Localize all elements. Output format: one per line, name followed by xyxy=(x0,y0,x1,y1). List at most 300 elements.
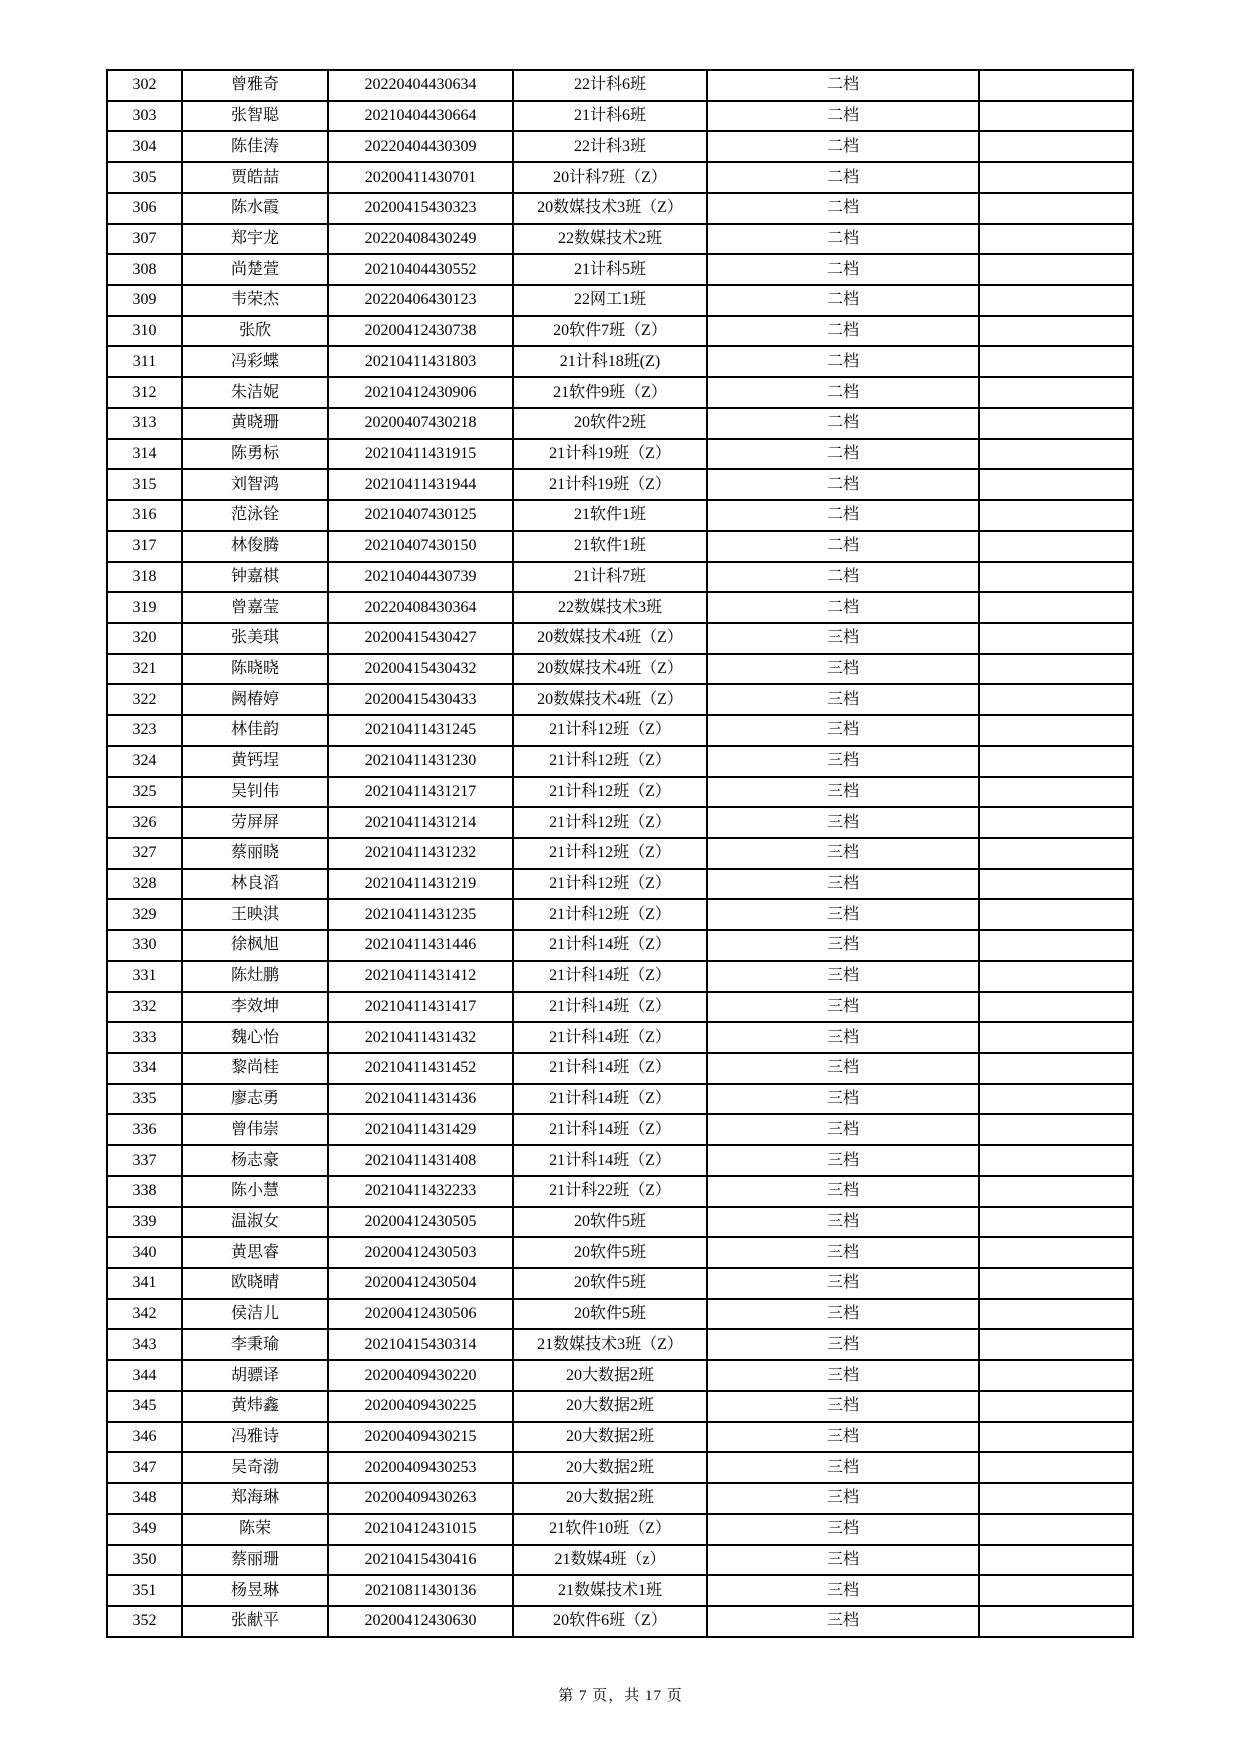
cell-note-empty xyxy=(979,131,1133,162)
table-row xyxy=(107,1176,1133,1207)
cell-student-id: 20200415430433 xyxy=(328,684,513,715)
cell-tier: 三档 xyxy=(707,1483,979,1514)
cell-student-name: 陈勇标 xyxy=(182,439,328,470)
cell-class-name: 21计科18班(Z) xyxy=(513,346,707,377)
cell-row-number: 318 xyxy=(107,562,182,593)
cell-student-name: 欧晓晴 xyxy=(182,1268,328,1299)
cell-tier: 三档 xyxy=(707,1022,979,1053)
cell-row-number: 317 xyxy=(107,531,182,562)
cell-row-number: 306 xyxy=(107,193,182,224)
table-row xyxy=(107,101,1133,132)
cell-student-name: 朱洁妮 xyxy=(182,377,328,408)
cell-student-id: 20210411431803 xyxy=(328,346,513,377)
cell-note-empty xyxy=(979,930,1133,961)
table-row xyxy=(107,439,1133,470)
cell-row-number: 345 xyxy=(107,1391,182,1422)
table-row xyxy=(107,1268,1133,1299)
cell-student-name: 曾伟崇 xyxy=(182,1114,328,1145)
cell-row-number: 346 xyxy=(107,1422,182,1453)
table-row xyxy=(107,193,1133,224)
cell-tier: 三档 xyxy=(707,684,979,715)
cell-student-id: 20200409430220 xyxy=(328,1360,513,1391)
cell-student-id: 20210411431915 xyxy=(328,439,513,470)
cell-row-number: 350 xyxy=(107,1545,182,1576)
cell-tier: 二档 xyxy=(707,131,979,162)
cell-student-name: 贾皓喆 xyxy=(182,162,328,193)
cell-class-name: 21软件1班 xyxy=(513,531,707,562)
cell-note-empty xyxy=(979,1176,1133,1207)
cell-tier: 三档 xyxy=(707,961,979,992)
cell-student-name: 陈佳涛 xyxy=(182,131,328,162)
cell-student-id: 20220406430123 xyxy=(328,285,513,316)
cell-class-name: 20软件5班 xyxy=(513,1207,707,1238)
cell-row-number: 335 xyxy=(107,1084,182,1115)
cell-row-number: 352 xyxy=(107,1606,182,1637)
table-row xyxy=(107,1237,1133,1268)
cell-row-number: 339 xyxy=(107,1207,182,1238)
cell-row-number: 330 xyxy=(107,930,182,961)
cell-tier: 二档 xyxy=(707,500,979,531)
cell-note-empty xyxy=(979,1606,1133,1637)
cell-student-name: 黄炜鑫 xyxy=(182,1391,328,1422)
cell-tier: 二档 xyxy=(707,224,979,255)
cell-row-number: 343 xyxy=(107,1329,182,1360)
cell-note-empty xyxy=(979,562,1133,593)
cell-student-id: 20210407430150 xyxy=(328,531,513,562)
cell-class-name: 21计科19班（Z） xyxy=(513,469,707,500)
cell-class-name: 22数媒技术2班 xyxy=(513,224,707,255)
cell-class-name: 21计科12班（Z） xyxy=(513,715,707,746)
table-row xyxy=(107,1514,1133,1545)
table-row xyxy=(107,684,1133,715)
cell-class-name: 21数媒技术1班 xyxy=(513,1575,707,1606)
cell-student-name: 吴钊伟 xyxy=(182,777,328,808)
table-row xyxy=(107,1022,1133,1053)
table-row xyxy=(107,254,1133,285)
cell-student-name: 林良滔 xyxy=(182,869,328,900)
cell-student-id: 20210412431015 xyxy=(328,1514,513,1545)
cell-class-name: 20软件5班 xyxy=(513,1237,707,1268)
cell-row-number: 305 xyxy=(107,162,182,193)
cell-note-empty xyxy=(979,1114,1133,1145)
table-row xyxy=(107,346,1133,377)
cell-class-name: 21计科22班（Z） xyxy=(513,1176,707,1207)
cell-student-id: 20210411431230 xyxy=(328,746,513,777)
cell-student-name: 曾嘉莹 xyxy=(182,592,328,623)
cell-student-name: 冯雅诗 xyxy=(182,1422,328,1453)
table-row xyxy=(107,1084,1133,1115)
table-row xyxy=(107,777,1133,808)
cell-student-name: 魏心怡 xyxy=(182,1022,328,1053)
table-row xyxy=(107,1299,1133,1330)
cell-note-empty xyxy=(979,1545,1133,1576)
cell-student-name: 侯洁儿 xyxy=(182,1299,328,1330)
cell-note-empty xyxy=(979,285,1133,316)
cell-note-empty xyxy=(979,899,1133,930)
cell-student-name: 温淑女 xyxy=(182,1207,328,1238)
cell-tier: 三档 xyxy=(707,1360,979,1391)
cell-student-id: 20200415430323 xyxy=(328,193,513,224)
table-row xyxy=(107,70,1133,101)
table-row xyxy=(107,1053,1133,1084)
cell-note-empty xyxy=(979,1391,1133,1422)
table-row xyxy=(107,746,1133,777)
cell-tier: 三档 xyxy=(707,1145,979,1176)
cell-class-name: 21计科5班 xyxy=(513,254,707,285)
cell-row-number: 338 xyxy=(107,1176,182,1207)
cell-student-id: 20200412430504 xyxy=(328,1268,513,1299)
cell-row-number: 342 xyxy=(107,1299,182,1330)
cell-class-name: 20软件5班 xyxy=(513,1268,707,1299)
cell-class-name: 20数媒技术4班（Z） xyxy=(513,654,707,685)
cell-note-empty xyxy=(979,1207,1133,1238)
cell-tier: 三档 xyxy=(707,1452,979,1483)
cell-note-empty xyxy=(979,1329,1133,1360)
page-number-footer: 第 7 页，共 17 页 xyxy=(558,1688,683,1704)
cell-tier: 二档 xyxy=(707,531,979,562)
cell-student-id: 20210411431235 xyxy=(328,899,513,930)
cell-note-empty xyxy=(979,346,1133,377)
cell-student-id: 20220404430634 xyxy=(328,70,513,101)
cell-student-id: 20210415430314 xyxy=(328,1329,513,1360)
cell-student-name: 劳屏屏 xyxy=(182,807,328,838)
cell-row-number: 309 xyxy=(107,285,182,316)
cell-tier: 三档 xyxy=(707,1545,979,1576)
cell-student-name: 曾雅奇 xyxy=(182,70,328,101)
cell-tier: 二档 xyxy=(707,162,979,193)
cell-student-id: 20210411431412 xyxy=(328,961,513,992)
cell-note-empty xyxy=(979,869,1133,900)
table-row xyxy=(107,1452,1133,1483)
cell-note-empty xyxy=(979,1483,1133,1514)
table-row xyxy=(107,838,1133,869)
cell-tier: 三档 xyxy=(707,1053,979,1084)
cell-note-empty xyxy=(979,777,1133,808)
cell-note-empty xyxy=(979,408,1133,439)
cell-row-number: 316 xyxy=(107,500,182,531)
cell-tier: 三档 xyxy=(707,1514,979,1545)
cell-row-number: 336 xyxy=(107,1114,182,1145)
cell-row-number: 304 xyxy=(107,131,182,162)
cell-student-id: 20210411431436 xyxy=(328,1084,513,1115)
cell-tier: 二档 xyxy=(707,101,979,132)
cell-note-empty xyxy=(979,193,1133,224)
cell-student-name: 杨志豪 xyxy=(182,1145,328,1176)
cell-student-name: 李秉瑜 xyxy=(182,1329,328,1360)
cell-note-empty xyxy=(979,224,1133,255)
cell-student-name: 张欣 xyxy=(182,316,328,347)
cell-note-empty xyxy=(979,1237,1133,1268)
cell-note-empty xyxy=(979,500,1133,531)
cell-row-number: 324 xyxy=(107,746,182,777)
cell-row-number: 326 xyxy=(107,807,182,838)
cell-class-name: 20大数据2班 xyxy=(513,1391,707,1422)
cell-class-name: 20软件7班（Z） xyxy=(513,316,707,347)
cell-class-name: 21数媒4班（z） xyxy=(513,1545,707,1576)
cell-tier: 二档 xyxy=(707,285,979,316)
cell-student-name: 黄思睿 xyxy=(182,1237,328,1268)
cell-row-number: 325 xyxy=(107,777,182,808)
cell-note-empty xyxy=(979,1084,1133,1115)
cell-class-name: 22计科3班 xyxy=(513,131,707,162)
cell-student-name: 林佳韵 xyxy=(182,715,328,746)
cell-tier: 二档 xyxy=(707,592,979,623)
cell-row-number: 311 xyxy=(107,346,182,377)
cell-student-name: 钟嘉棋 xyxy=(182,562,328,593)
cell-tier: 三档 xyxy=(707,1391,979,1422)
cell-student-name: 张美琪 xyxy=(182,623,328,654)
cell-row-number: 331 xyxy=(107,961,182,992)
cell-tier: 三档 xyxy=(707,1207,979,1238)
cell-note-empty xyxy=(979,992,1133,1023)
cell-student-id: 20210411431417 xyxy=(328,992,513,1023)
cell-class-name: 21计科12班（Z） xyxy=(513,838,707,869)
student-roster-table xyxy=(106,69,1134,1638)
cell-note-empty xyxy=(979,1268,1133,1299)
cell-row-number: 328 xyxy=(107,869,182,900)
cell-class-name: 21计科14班（Z） xyxy=(513,1114,707,1145)
cell-note-empty xyxy=(979,1452,1133,1483)
cell-tier: 三档 xyxy=(707,1329,979,1360)
cell-tier: 三档 xyxy=(707,1114,979,1145)
cell-row-number: 344 xyxy=(107,1360,182,1391)
cell-class-name: 21计科19班（Z） xyxy=(513,439,707,470)
cell-note-empty xyxy=(979,1299,1133,1330)
cell-student-name: 阙椿婷 xyxy=(182,684,328,715)
cell-student-name: 陈荣 xyxy=(182,1514,328,1545)
cell-class-name: 20数媒技术4班（Z） xyxy=(513,623,707,654)
cell-class-name: 22数媒技术3班 xyxy=(513,592,707,623)
cell-note-empty xyxy=(979,254,1133,285)
cell-class-name: 20数媒技术4班（Z） xyxy=(513,684,707,715)
cell-student-id: 20210411431232 xyxy=(328,838,513,869)
cell-student-id: 20200412430738 xyxy=(328,316,513,347)
cell-tier: 二档 xyxy=(707,316,979,347)
cell-student-id: 20210411431944 xyxy=(328,469,513,500)
cell-note-empty xyxy=(979,807,1133,838)
cell-student-name: 徐枫旭 xyxy=(182,930,328,961)
cell-class-name: 20大数据2班 xyxy=(513,1360,707,1391)
cell-row-number: 333 xyxy=(107,1022,182,1053)
cell-note-empty xyxy=(979,1514,1133,1545)
cell-student-id: 20200409430263 xyxy=(328,1483,513,1514)
cell-row-number: 303 xyxy=(107,101,182,132)
table-row xyxy=(107,1114,1133,1145)
cell-note-empty xyxy=(979,715,1133,746)
cell-row-number: 307 xyxy=(107,224,182,255)
cell-tier: 三档 xyxy=(707,777,979,808)
cell-row-number: 334 xyxy=(107,1053,182,1084)
table-row xyxy=(107,408,1133,439)
table-row xyxy=(107,654,1133,685)
cell-tier: 三档 xyxy=(707,1084,979,1115)
table-row xyxy=(107,377,1133,408)
cell-student-id: 20210411431245 xyxy=(328,715,513,746)
cell-class-name: 21计科14班（Z） xyxy=(513,992,707,1023)
cell-student-name: 胡骠译 xyxy=(182,1360,328,1391)
cell-class-name: 21软件9班（Z） xyxy=(513,377,707,408)
cell-class-name: 21计科12班（Z） xyxy=(513,807,707,838)
cell-row-number: 341 xyxy=(107,1268,182,1299)
cell-student-name: 李效坤 xyxy=(182,992,328,1023)
table-row xyxy=(107,562,1133,593)
cell-student-name: 张献平 xyxy=(182,1606,328,1637)
cell-student-name: 韦荣杰 xyxy=(182,285,328,316)
table-row xyxy=(107,1545,1133,1576)
cell-tier: 三档 xyxy=(707,1176,979,1207)
cell-student-name: 黄晓珊 xyxy=(182,408,328,439)
cell-tier: 二档 xyxy=(707,70,979,101)
cell-note-empty xyxy=(979,316,1133,347)
cell-row-number: 321 xyxy=(107,654,182,685)
cell-tier: 三档 xyxy=(707,1606,979,1637)
cell-tier: 三档 xyxy=(707,807,979,838)
cell-student-id: 20220408430249 xyxy=(328,224,513,255)
cell-student-name: 尚楚萱 xyxy=(182,254,328,285)
cell-note-empty xyxy=(979,531,1133,562)
table-row xyxy=(107,1145,1133,1176)
cell-student-id: 20200415430432 xyxy=(328,654,513,685)
cell-student-id: 20210411431219 xyxy=(328,869,513,900)
table-row xyxy=(107,1329,1133,1360)
cell-row-number: 310 xyxy=(107,316,182,347)
table-row xyxy=(107,285,1133,316)
table-row xyxy=(107,930,1133,961)
table-row xyxy=(107,316,1133,347)
cell-student-name: 陈灶鹏 xyxy=(182,961,328,992)
table-row xyxy=(107,869,1133,900)
cell-tier: 三档 xyxy=(707,746,979,777)
cell-student-id: 20200407430218 xyxy=(328,408,513,439)
cell-student-name: 黄钙埕 xyxy=(182,746,328,777)
cell-tier: 三档 xyxy=(707,1237,979,1268)
table-row xyxy=(107,162,1133,193)
cell-row-number: 313 xyxy=(107,408,182,439)
cell-tier: 二档 xyxy=(707,193,979,224)
cell-note-empty xyxy=(979,1360,1133,1391)
cell-tier: 三档 xyxy=(707,992,979,1023)
cell-class-name: 22计科6班 xyxy=(513,70,707,101)
cell-class-name: 21计科14班（Z） xyxy=(513,930,707,961)
cell-student-id: 20220408430364 xyxy=(328,592,513,623)
cell-class-name: 20软件5班 xyxy=(513,1299,707,1330)
cell-note-empty xyxy=(979,961,1133,992)
cell-tier: 三档 xyxy=(707,623,979,654)
cell-class-name: 21计科14班（Z） xyxy=(513,1145,707,1176)
table-row xyxy=(107,500,1133,531)
cell-note-empty xyxy=(979,1022,1133,1053)
cell-note-empty xyxy=(979,101,1133,132)
cell-student-id: 20210415430416 xyxy=(328,1545,513,1576)
cell-student-name: 郑海琳 xyxy=(182,1483,328,1514)
cell-student-id: 20200409430215 xyxy=(328,1422,513,1453)
cell-tier: 二档 xyxy=(707,562,979,593)
cell-student-id: 20220404430309 xyxy=(328,131,513,162)
cell-tier: 三档 xyxy=(707,654,979,685)
table-body xyxy=(107,70,1133,1637)
cell-student-id: 20200412430506 xyxy=(328,1299,513,1330)
cell-class-name: 21计科14班（Z） xyxy=(513,1053,707,1084)
cell-student-id: 20210411432233 xyxy=(328,1176,513,1207)
cell-row-number: 308 xyxy=(107,254,182,285)
cell-class-name: 21计科12班（Z） xyxy=(513,869,707,900)
cell-class-name: 21计科12班（Z） xyxy=(513,899,707,930)
cell-class-name: 21计科12班（Z） xyxy=(513,746,707,777)
cell-student-id: 20200411430701 xyxy=(328,162,513,193)
table-row xyxy=(107,592,1133,623)
cell-tier: 三档 xyxy=(707,1299,979,1330)
table-row xyxy=(107,961,1133,992)
cell-class-name: 20软件2班 xyxy=(513,408,707,439)
cell-student-id: 20210404430664 xyxy=(328,101,513,132)
cell-student-id: 20210411431452 xyxy=(328,1053,513,1084)
table-row xyxy=(107,1483,1133,1514)
cell-student-name: 王映淇 xyxy=(182,899,328,930)
cell-class-name: 20大数据2班 xyxy=(513,1422,707,1453)
cell-class-name: 20数媒技术3班（Z） xyxy=(513,193,707,224)
cell-student-id: 20210404430552 xyxy=(328,254,513,285)
cell-row-number: 340 xyxy=(107,1237,182,1268)
cell-note-empty xyxy=(979,1053,1133,1084)
cell-student-name: 吴奇渤 xyxy=(182,1452,328,1483)
cell-class-name: 22网工1班 xyxy=(513,285,707,316)
cell-student-name: 蔡丽珊 xyxy=(182,1545,328,1576)
table-row xyxy=(107,1422,1133,1453)
cell-class-name: 21计科14班（Z） xyxy=(513,1084,707,1115)
cell-class-name: 20大数据2班 xyxy=(513,1483,707,1514)
cell-student-id: 20210411431429 xyxy=(328,1114,513,1145)
cell-student-id: 20210411431432 xyxy=(328,1022,513,1053)
cell-student-id: 20200409430253 xyxy=(328,1452,513,1483)
cell-tier: 二档 xyxy=(707,408,979,439)
cell-note-empty xyxy=(979,1422,1133,1453)
cell-student-id: 20200412430503 xyxy=(328,1237,513,1268)
cell-student-name: 陈小慧 xyxy=(182,1176,328,1207)
table-row xyxy=(107,224,1133,255)
cell-tier: 二档 xyxy=(707,469,979,500)
table-row xyxy=(107,899,1133,930)
cell-row-number: 332 xyxy=(107,992,182,1023)
cell-note-empty xyxy=(979,623,1133,654)
table-row xyxy=(107,715,1133,746)
table-row xyxy=(107,992,1133,1023)
cell-student-name: 冯彩蝶 xyxy=(182,346,328,377)
cell-row-number: 329 xyxy=(107,899,182,930)
cell-tier: 三档 xyxy=(707,899,979,930)
cell-student-id: 20200412430505 xyxy=(328,1207,513,1238)
cell-class-name: 20大数据2班 xyxy=(513,1452,707,1483)
cell-class-name: 20计科7班（Z） xyxy=(513,162,707,193)
cell-tier: 三档 xyxy=(707,1422,979,1453)
cell-row-number: 351 xyxy=(107,1575,182,1606)
table-row xyxy=(107,1606,1133,1637)
cell-note-empty xyxy=(979,654,1133,685)
cell-class-name: 21软件10班（Z） xyxy=(513,1514,707,1545)
cell-student-id: 20200409430225 xyxy=(328,1391,513,1422)
cell-tier: 三档 xyxy=(707,838,979,869)
cell-row-number: 319 xyxy=(107,592,182,623)
cell-student-id: 20210412430906 xyxy=(328,377,513,408)
cell-note-empty xyxy=(979,70,1133,101)
cell-tier: 三档 xyxy=(707,1575,979,1606)
cell-row-number: 315 xyxy=(107,469,182,500)
cell-student-id: 20210411431214 xyxy=(328,807,513,838)
cell-row-number: 349 xyxy=(107,1514,182,1545)
cell-class-name: 21计科12班（Z） xyxy=(513,777,707,808)
table-row xyxy=(107,1575,1133,1606)
cell-student-name: 陈晓晓 xyxy=(182,654,328,685)
cell-student-id: 20210411431408 xyxy=(328,1145,513,1176)
